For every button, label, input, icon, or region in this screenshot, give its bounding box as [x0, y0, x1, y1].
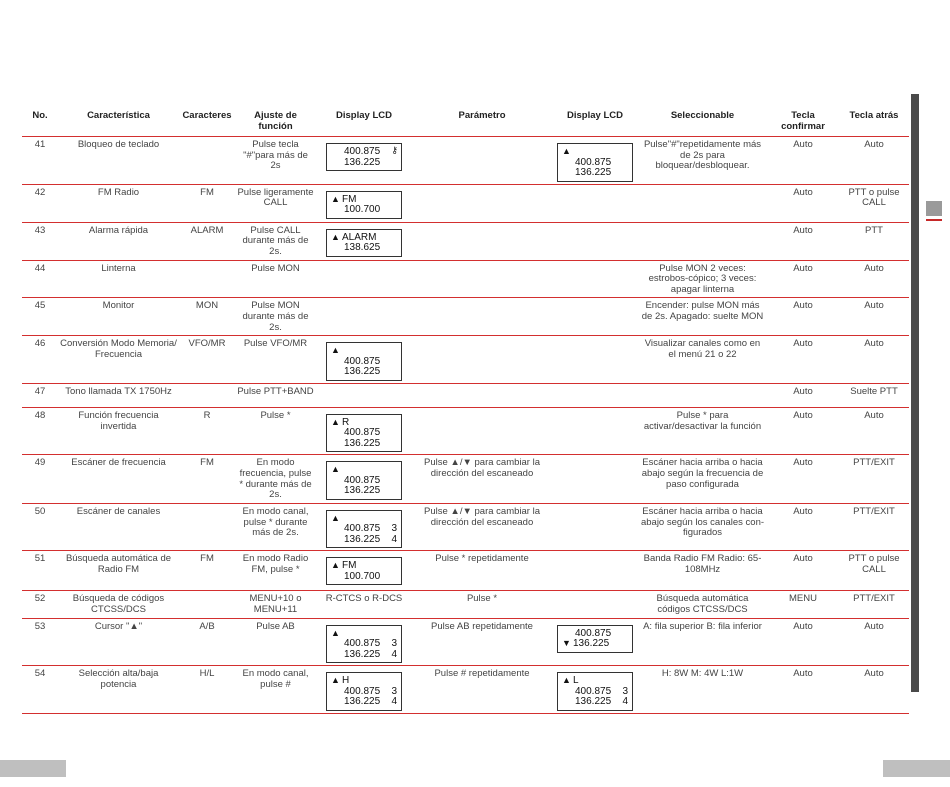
lcd-text: 136.225 — [344, 696, 381, 708]
row-number: 49 — [22, 455, 58, 504]
chars-cell — [179, 591, 235, 618]
lcd1-cell — [316, 222, 412, 260]
lcd-line — [331, 243, 397, 254]
feature-cell: Linterna — [58, 260, 179, 298]
lcd-text: 400.875 — [344, 427, 381, 439]
lcd-line — [331, 367, 397, 378]
lcd-text: 138.625 — [344, 242, 381, 253]
adjust-cell: En modo canal, pulse # — [235, 666, 316, 714]
table-row — [22, 551, 909, 591]
param-cell — [412, 383, 552, 407]
adjust-cell: En modo Radio FM, pulse * — [235, 551, 316, 591]
lcd-text: 136.225 — [344, 366, 381, 378]
lcd1-cell — [316, 298, 412, 336]
header-adjust: Ajuste de función — [235, 108, 316, 137]
select-cell — [638, 222, 767, 260]
lcd-text: 136.225 — [344, 156, 381, 168]
back-cell: Auto — [839, 618, 909, 666]
lcd-line — [331, 535, 397, 546]
lcd-text: H — [342, 675, 350, 687]
footer-right-block — [883, 760, 950, 777]
table-row — [22, 137, 909, 185]
header-no: No. — [22, 108, 58, 137]
lcd-line — [562, 697, 628, 708]
confirm-cell: Auto — [767, 503, 839, 551]
confirm-cell: Auto — [767, 298, 839, 336]
select-cell: A: fila superior B: fila inferior — [638, 618, 767, 666]
feature-cell: Cursor "▲" — [58, 618, 179, 666]
chars-cell — [179, 503, 235, 551]
up-triangle-icon: ▲ — [562, 675, 571, 686]
chars-cell: FM — [179, 184, 235, 222]
lcd-display — [326, 342, 402, 381]
lcd2-cell — [552, 591, 638, 618]
up-triangle-icon: ▲ — [331, 627, 340, 638]
confirm-cell: Auto — [767, 184, 839, 222]
channel-number: 3 — [391, 523, 397, 535]
confirm-cell: Auto — [767, 336, 839, 384]
lcd-display — [326, 191, 402, 219]
lcd1-cell — [316, 618, 412, 666]
lcd2-cell — [552, 383, 638, 407]
header-back: Tecla atrás — [839, 108, 909, 137]
param-cell — [412, 407, 552, 455]
lcd-line — [331, 439, 397, 450]
select-cell: H: 8W M: 4W L:1W — [638, 666, 767, 714]
lcd-line — [331, 158, 397, 169]
channel-number: 3 — [622, 685, 628, 697]
channel-number: 3 — [391, 638, 397, 650]
section-tab — [926, 201, 942, 216]
row-number: 47 — [22, 383, 58, 407]
feature-cell: Alarma rápida — [58, 222, 179, 260]
select-cell: Escáner hacia arriba o hacia abajo según los canales con-figurados — [638, 503, 767, 551]
footer-left-block — [0, 760, 66, 777]
lcd2-cell — [552, 298, 638, 336]
lcd2-cell — [552, 137, 638, 185]
lcd-display — [326, 461, 402, 500]
channel-number: 4 — [391, 533, 397, 545]
chars-cell — [179, 137, 235, 185]
feature-cell: Selección alta/baja potencia — [58, 666, 179, 714]
chars-cell: R — [179, 407, 235, 455]
row-number: 45 — [22, 298, 58, 336]
lcd-text: 136.225 — [573, 638, 610, 650]
lcd-text: 136.225 — [344, 485, 381, 497]
table-row — [22, 618, 909, 666]
lcd-text: 400.875 — [344, 146, 381, 157]
header-confirm: Tecla confirmar — [767, 108, 839, 137]
row-number: 41 — [22, 137, 58, 185]
channel-number: 4 — [391, 696, 397, 708]
confirm-cell: Auto — [767, 260, 839, 298]
lcd-display — [557, 625, 633, 653]
header-select: Seleccionable — [638, 108, 767, 137]
lcd2-cell — [552, 618, 638, 666]
lcd-display — [326, 229, 402, 257]
feature-cell: Conversión Modo Memoria/ Frecuencia — [58, 336, 179, 384]
confirm-cell: Auto — [767, 455, 839, 504]
lcd-display — [326, 625, 402, 664]
back-cell: PTT/EXIT — [839, 591, 909, 618]
section-tab-underline — [926, 219, 942, 221]
channel-number: 3 — [391, 685, 397, 697]
up-triangle-icon: ▲ — [331, 193, 340, 204]
channel-number: 4 — [391, 648, 397, 660]
lcd-text: 100.700 — [344, 204, 381, 215]
select-cell: Encender: pulse MON más de 2s. Apagado: suelte MON — [638, 298, 767, 336]
lcd-text: ALARM — [342, 231, 377, 243]
lcd-text: 136.225 — [575, 696, 612, 708]
table-row — [22, 383, 909, 407]
lcd1-cell — [316, 551, 412, 591]
up-triangle-icon: ▲ — [331, 345, 340, 356]
back-cell: PTT/EXIT — [839, 503, 909, 551]
lcd1-cell — [316, 383, 412, 407]
lcd2-cell — [552, 503, 638, 551]
select-cell: Pulse * para activar/desactivar la función — [638, 407, 767, 455]
confirm-cell: Auto — [767, 222, 839, 260]
chars-cell: H/L — [179, 666, 235, 714]
lcd-display — [326, 414, 402, 453]
table-row — [22, 260, 909, 298]
channel-number: 4 — [622, 696, 628, 708]
lcd-text: FM — [342, 193, 357, 205]
lcd-text: 100.700 — [344, 570, 381, 582]
back-cell: Auto — [839, 260, 909, 298]
lcd-line — [562, 639, 628, 650]
back-cell: Auto — [839, 137, 909, 185]
confirm-cell: MENU — [767, 591, 839, 618]
lcd2-cell — [552, 666, 638, 714]
lcd-text: FM — [342, 560, 357, 572]
lcd-line — [562, 168, 628, 179]
chars-cell: FM — [179, 551, 235, 591]
param-cell — [412, 336, 552, 384]
row-number: 44 — [22, 260, 58, 298]
lcd-display — [557, 143, 633, 182]
lcd-display — [326, 510, 402, 549]
lcd2-cell — [552, 551, 638, 591]
lcd1-cell — [316, 666, 412, 714]
lcd-text: 400.875 — [344, 474, 381, 486]
feature-cell: Escáner de canales — [58, 503, 179, 551]
adjust-cell: Pulse CALL durante más de 2s. — [235, 222, 316, 260]
feature-cell: Monitor — [58, 298, 179, 336]
lcd-line — [331, 486, 397, 497]
select-cell: Banda Radio FM Radio: 65-108MHz — [638, 551, 767, 591]
page-edge-bar — [911, 94, 919, 692]
row-number: 46 — [22, 336, 58, 384]
feature-cell: Tono llamada TX 1750Hz — [58, 383, 179, 407]
param-cell — [412, 137, 552, 185]
confirm-cell: Auto — [767, 407, 839, 455]
confirm-cell: Auto — [767, 666, 839, 714]
header-param: Parámetro — [412, 108, 552, 137]
adjust-cell: Pulse PTT+BAND — [235, 383, 316, 407]
lcd2-cell — [552, 260, 638, 298]
back-cell: Auto — [839, 666, 909, 714]
lcd2-cell — [552, 184, 638, 222]
param-cell: Pulse * — [412, 591, 552, 618]
lcd-display — [326, 143, 402, 171]
adjust-cell: MENU+10 o MENU+11 — [235, 591, 316, 618]
back-cell: PTT o pulse CALL — [839, 184, 909, 222]
back-cell: PTT o pulse CALL — [839, 551, 909, 591]
up-triangle-icon: ▲ — [331, 231, 340, 242]
param-cell — [412, 184, 552, 222]
back-cell: Auto — [839, 298, 909, 336]
lcd-text: 400.875 — [575, 685, 612, 697]
table-row — [22, 222, 909, 260]
chars-cell — [179, 383, 235, 407]
table-row — [22, 407, 909, 455]
lcd1-cell — [316, 336, 412, 384]
lcd-text: 136.225 — [575, 167, 612, 178]
lcd-line — [331, 697, 397, 708]
lcd1-cell — [316, 184, 412, 222]
lcd1-cell — [316, 137, 412, 185]
param-cell: Pulse ▲/▼ para cambiar la dirección del escaneado — [412, 503, 552, 551]
adjust-cell: Pulse MON durante más de 2s. — [235, 298, 316, 336]
lcd1-cell — [316, 503, 412, 551]
adjust-cell: Pulse VFO/MR — [235, 336, 316, 384]
up-triangle-icon: ▲ — [331, 512, 340, 523]
lcd1-cell — [316, 455, 412, 504]
lcd-text: 400.875 — [344, 355, 381, 367]
header-lcd-2: Display LCD — [552, 108, 638, 137]
adjust-cell: Pulse tecla "#"para más de 2s — [235, 137, 316, 185]
feature-cell: Función frecuencia invertida — [58, 407, 179, 455]
back-cell: Auto — [839, 407, 909, 455]
lcd2-cell — [552, 455, 638, 504]
row-number: 50 — [22, 503, 58, 551]
lcd1-cell — [316, 260, 412, 298]
back-cell: PTT/EXIT — [839, 455, 909, 504]
lcd-text: 136.225 — [344, 437, 381, 449]
param-cell: Pulse # repetidamente — [412, 666, 552, 714]
row-number: 53 — [22, 618, 58, 666]
param-cell: Pulse ▲/▼ para cambiar la dirección del escaneado — [412, 455, 552, 504]
adjust-cell: En modo canal, pulse * durante más de 2s. — [235, 503, 316, 551]
header-chars: Caracteres — [179, 108, 235, 137]
table-row — [22, 455, 909, 504]
confirm-cell: Auto — [767, 551, 839, 591]
lcd1-cell: R-CTCS o R-DCS — [316, 591, 412, 618]
lcd-display — [326, 672, 402, 711]
lcd-display — [557, 672, 633, 711]
back-cell: Auto — [839, 336, 909, 384]
lcd-text: 136.225 — [344, 533, 381, 545]
chars-cell: A/B — [179, 618, 235, 666]
lcd1-cell — [316, 407, 412, 455]
select-cell: Escáner hacia arriba o hacia abajo según la frecuencia de paso configurada — [638, 455, 767, 504]
param-cell: Pulse AB repetidamente — [412, 618, 552, 666]
table-row — [22, 503, 909, 551]
lcd2-cell — [552, 336, 638, 384]
row-number: 43 — [22, 222, 58, 260]
select-cell: Visualizar canales como en el menú 21 o 22 — [638, 336, 767, 384]
up-triangle-icon: ▲ — [331, 416, 340, 427]
row-number: 54 — [22, 666, 58, 714]
adjust-cell: En modo frecuencia, pulse * durante más de 2s. — [235, 455, 316, 504]
chars-cell: MON — [179, 298, 235, 336]
select-cell: Pulse"#"repetidamente más de 2s para bloquear/desbloquear. — [638, 137, 767, 185]
chars-cell: ALARM — [179, 222, 235, 260]
confirm-cell: Auto — [767, 383, 839, 407]
function-table — [22, 108, 909, 714]
up-triangle-icon: ▲ — [562, 146, 571, 156]
key-icon: ⚷ — [391, 145, 398, 155]
select-cell: Búsqueda automática códigos CTCSS/DCS — [638, 591, 767, 618]
header-lcd-1: Display LCD — [316, 108, 412, 137]
row-number: 42 — [22, 184, 58, 222]
lcd-text: 400.875 — [575, 627, 612, 639]
confirm-cell: Auto — [767, 618, 839, 666]
select-cell — [638, 184, 767, 222]
table-header-row — [22, 108, 909, 137]
chars-cell: VFO/MR — [179, 336, 235, 384]
lcd-text: L — [573, 675, 579, 687]
lcd-text: 400.875 — [344, 523, 381, 535]
adjust-cell: Pulse MON — [235, 260, 316, 298]
confirm-cell: Auto — [767, 137, 839, 185]
lcd-text: 400.875 — [575, 156, 612, 168]
header-feature: Característica — [58, 108, 179, 137]
param-cell — [412, 222, 552, 260]
chars-cell — [179, 260, 235, 298]
feature-cell: Búsqueda automática de Radio FM — [58, 551, 179, 591]
row-number: 48 — [22, 407, 58, 455]
table-row — [22, 591, 909, 618]
row-number: 51 — [22, 551, 58, 591]
table-row — [22, 184, 909, 222]
adjust-cell: Pulse * — [235, 407, 316, 455]
select-cell — [638, 383, 767, 407]
chars-cell: FM — [179, 455, 235, 504]
lcd-text: 400.875 — [344, 685, 381, 697]
lcd2-cell — [552, 407, 638, 455]
back-cell: Suelte PTT — [839, 383, 909, 407]
lcd-text: R — [342, 416, 350, 428]
param-cell — [412, 298, 552, 336]
select-cell: Pulse MON 2 veces: estrobos-cópico; 3 veces: apagar linterna — [638, 260, 767, 298]
param-cell: Pulse * repetidamente — [412, 551, 552, 591]
adjust-cell: Pulse ligeramente CALL — [235, 184, 316, 222]
table-row — [22, 298, 909, 336]
feature-cell: Bloqueo de teclado — [58, 137, 179, 185]
table-row — [22, 336, 909, 384]
param-cell — [412, 260, 552, 298]
lcd-line — [331, 650, 397, 661]
feature-cell: Búsqueda de códigos CTCSS/DCS — [58, 591, 179, 618]
lcd2-cell — [552, 222, 638, 260]
up-triangle-icon: ▲ — [331, 560, 340, 571]
feature-cell: FM Radio — [58, 184, 179, 222]
feature-cell: Escáner de frecuencia — [58, 455, 179, 504]
lcd-line — [331, 572, 397, 583]
lcd-text: 136.225 — [344, 648, 381, 660]
lcd-text: 400.875 — [344, 638, 381, 650]
row-number: 52 — [22, 591, 58, 618]
down-triangle-icon: ▼ — [562, 638, 571, 649]
lcd-display — [326, 557, 402, 585]
lcd-line — [331, 205, 397, 216]
up-triangle-icon: ▲ — [331, 675, 340, 686]
up-triangle-icon: ▲ — [331, 464, 340, 475]
adjust-cell: Pulse AB — [235, 618, 316, 666]
table-row — [22, 666, 909, 714]
back-cell: PTT — [839, 222, 909, 260]
